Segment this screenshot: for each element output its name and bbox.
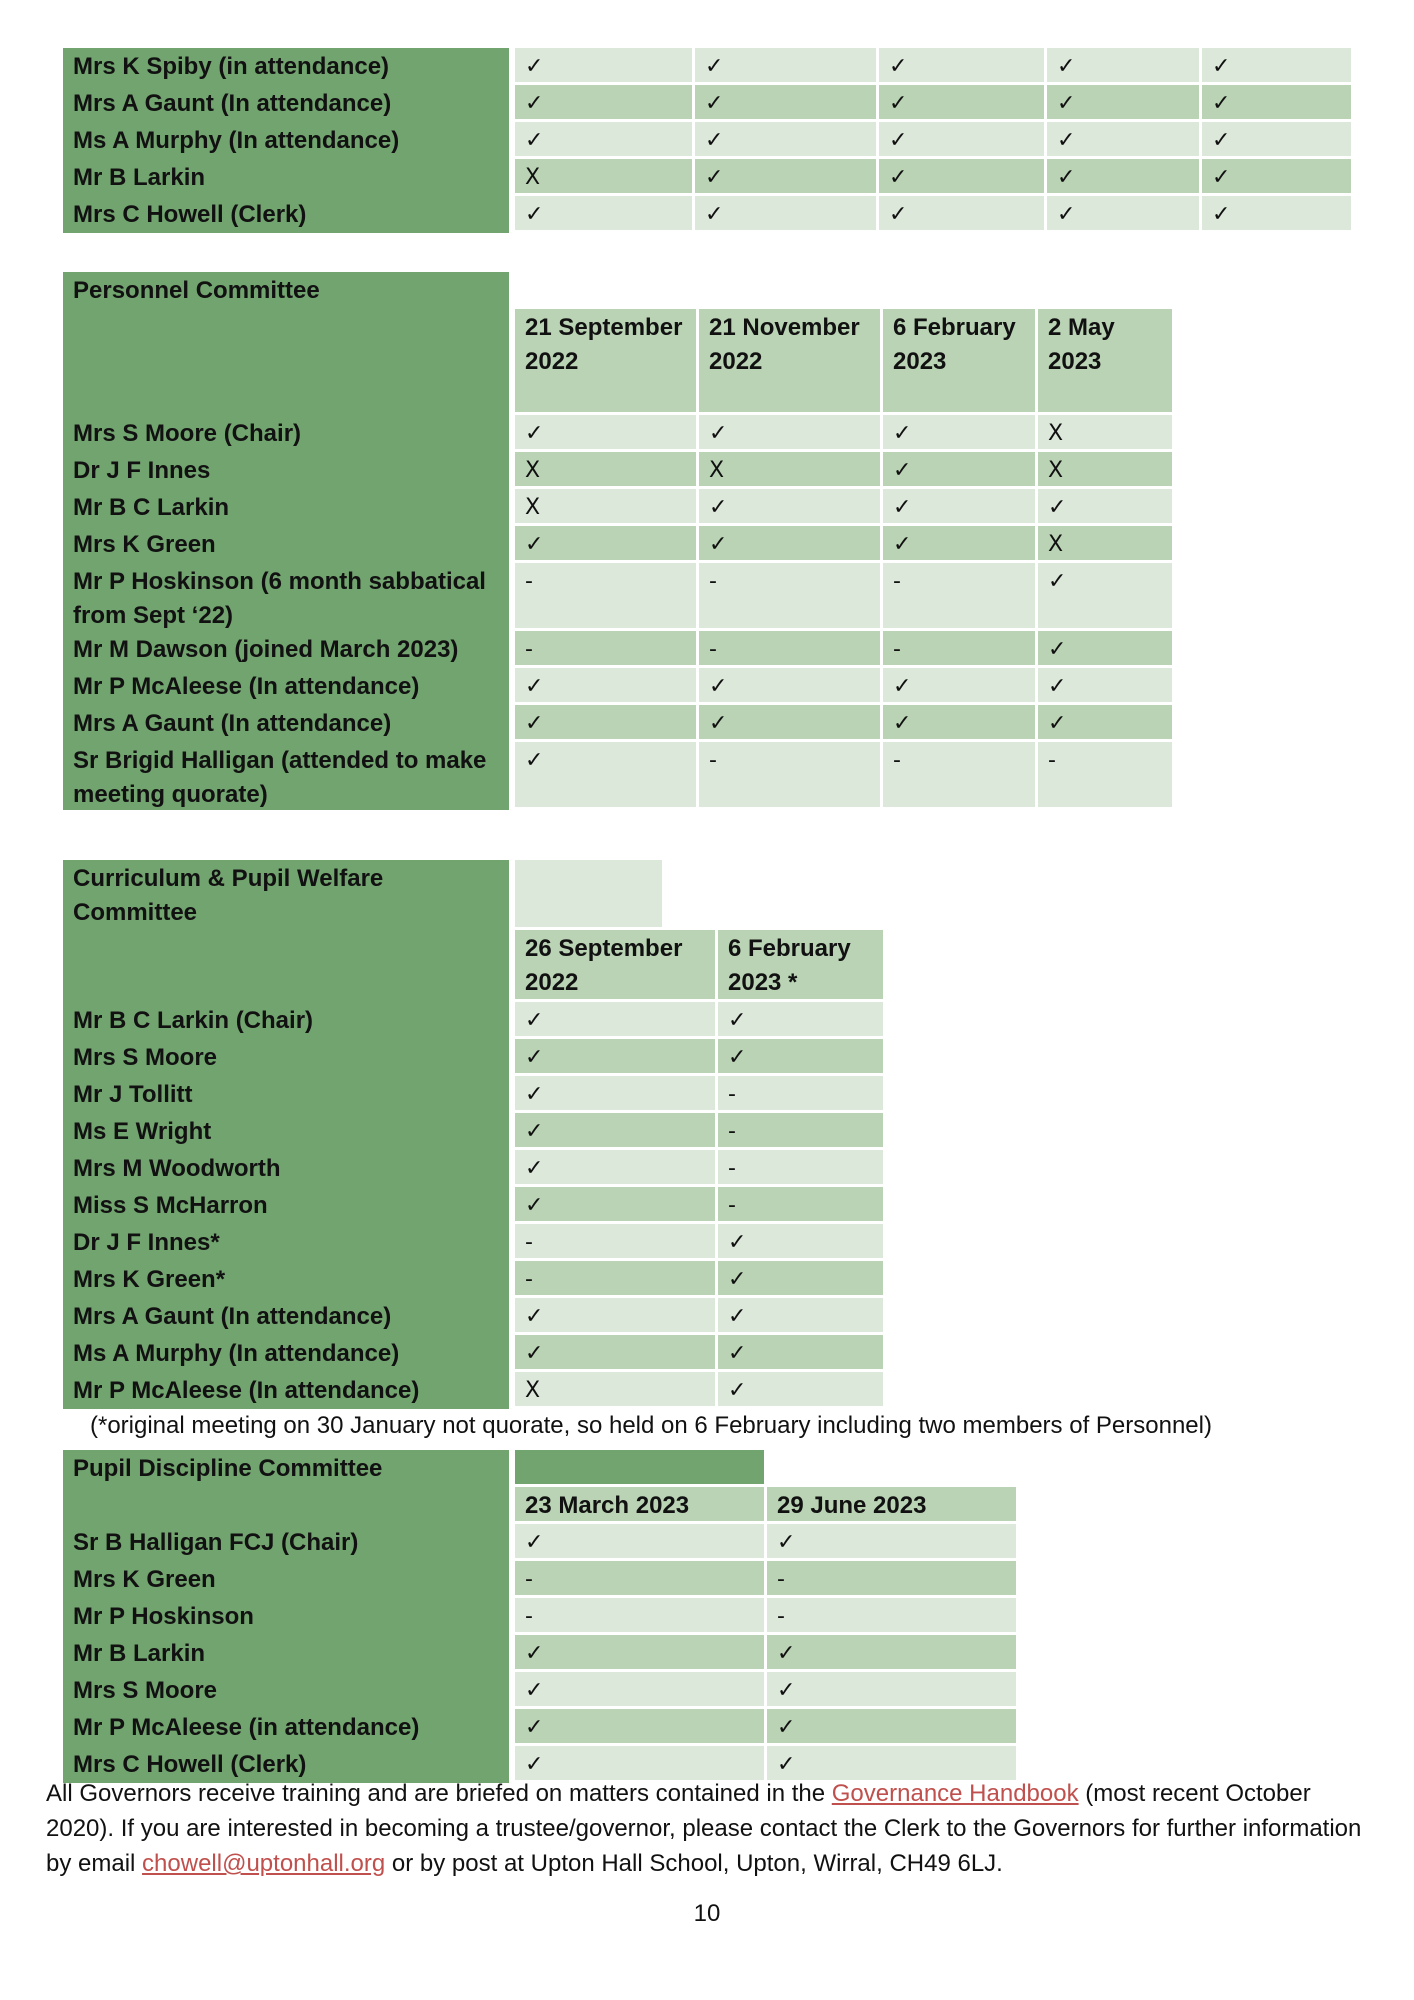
- member-name: Sr B Halligan FCJ (Chair): [63, 1524, 509, 1561]
- table-row: [63, 196, 1354, 233]
- attendance-mark: ✓: [718, 1372, 886, 1409]
- attendance-mark: -: [699, 563, 883, 631]
- attendance-mark: -: [767, 1561, 1019, 1598]
- attendance-mark: -: [718, 1150, 886, 1187]
- attendance-mark: ✓: [883, 415, 1038, 452]
- governance-handbook-link[interactable]: Governance Handbook: [831, 1780, 1079, 1807]
- member-name: Mr P McAleese (In attendance): [63, 1372, 509, 1409]
- table-row: [63, 1298, 886, 1335]
- attendance-mark: ✓: [1047, 122, 1202, 159]
- member-name: Dr J F Innes: [63, 452, 509, 489]
- member-name: Mrs K Spiby (in attendance): [63, 48, 509, 85]
- meeting-date-header: 2 May 2023: [1038, 309, 1175, 415]
- attendance-mark: ✓: [515, 1298, 718, 1335]
- attendance-mark: ✓: [515, 122, 695, 159]
- attendance-mark: -: [515, 1561, 767, 1598]
- table-row: [63, 742, 1175, 810]
- attendance-mark: ✓: [883, 526, 1038, 563]
- title-row: [63, 1450, 1019, 1487]
- meeting-date-header: 6 February 2023 *: [718, 930, 886, 1002]
- date-header-row: [63, 309, 1175, 415]
- attendance-mark: ✓: [1047, 85, 1202, 122]
- attendance-mark: ✓: [515, 85, 695, 122]
- member-name: Mr B Larkin: [63, 159, 509, 196]
- member-name: Mrs S Moore: [63, 1039, 509, 1076]
- member-name: Mrs C Howell (Clerk): [63, 1746, 509, 1783]
- attendance-mark: -: [718, 1076, 886, 1113]
- attendance-mark: ✓: [1202, 196, 1354, 233]
- table-row: [63, 122, 1354, 159]
- attendance-mark: -: [767, 1598, 1019, 1635]
- attendance-mark: ✓: [515, 1150, 718, 1187]
- attendance-mark: ✓: [695, 122, 879, 159]
- committee-title: Personnel Committee: [63, 272, 509, 309]
- meeting-date-header: 6 February 2023: [883, 309, 1038, 415]
- footer-text-3: or by post at Upton Hall School, Upton, Wirral, CH49 6LJ.: [385, 1850, 1003, 1877]
- attendance-mark: ✓: [1038, 563, 1175, 631]
- header-name-blank: [63, 1487, 509, 1524]
- member-name: Mr P McAleese (In attendance): [63, 668, 509, 705]
- date-header-row: [63, 1487, 1019, 1524]
- attendance-mark: -: [515, 1224, 718, 1261]
- table-row: [63, 1561, 1019, 1598]
- attendance-mark: ✓: [879, 196, 1047, 233]
- meeting-date-header: 29 June 2023: [767, 1487, 1019, 1524]
- attendance-mark: ✓: [767, 1635, 1019, 1672]
- meeting-date-header: 21 November 2022: [699, 309, 883, 415]
- attendance-mark: ✓: [718, 1002, 886, 1039]
- attendance-mark: ✓: [515, 742, 699, 810]
- table-row: [63, 1039, 886, 1076]
- attendance-mark: ✓: [515, 1187, 718, 1224]
- attendance-mark: ✓: [1202, 159, 1354, 196]
- attendance-mark: -: [883, 742, 1038, 810]
- attendance-mark: ✓: [699, 415, 883, 452]
- member-name: Ms A Murphy (In attendance): [63, 1335, 509, 1372]
- attendance-mark: ✓: [695, 159, 879, 196]
- footer-paragraph: [46, 1776, 1376, 1881]
- table-row: [63, 1709, 1019, 1746]
- table-row: [63, 1524, 1019, 1561]
- attendance-mark: -: [718, 1187, 886, 1224]
- attendance-mark: ✓: [515, 1635, 767, 1672]
- date-header-row: [63, 930, 886, 1002]
- attendance-mark: ✓: [879, 85, 1047, 122]
- table-row: [63, 563, 1175, 631]
- member-name: Mr B Larkin: [63, 1635, 509, 1672]
- attendance-mark: X: [1038, 526, 1175, 563]
- curriculum-note: (*original meeting on 30 January not quorate, so held on 6 February including two members of Personnel): [90, 1412, 1212, 1439]
- attendance-mark: ✓: [515, 415, 699, 452]
- attendance-mark: ✓: [718, 1261, 886, 1298]
- attendance-mark: ✓: [1038, 705, 1175, 742]
- attendance-mark: ✓: [883, 668, 1038, 705]
- attendance-mark: ✓: [515, 1709, 767, 1746]
- attendance-mark: ✓: [515, 1335, 718, 1372]
- committee-title: Pupil Discipline Committee: [63, 1450, 509, 1487]
- attendance-mark: ✓: [1202, 122, 1354, 159]
- attendance-mark: ✓: [515, 1039, 718, 1076]
- attendance-mark: ✓: [515, 1672, 767, 1709]
- table-row: [63, 1335, 886, 1372]
- attendance-mark: ✓: [515, 1524, 767, 1561]
- attendance-mark: ✓: [767, 1672, 1019, 1709]
- member-name: Ms E Wright: [63, 1113, 509, 1150]
- attendance-mark: ✓: [883, 452, 1038, 489]
- attendance-mark: -: [699, 631, 883, 668]
- attendance-mark: -: [1038, 742, 1175, 810]
- member-name: Mrs C Howell (Clerk): [63, 196, 509, 233]
- table-row: [63, 85, 1354, 122]
- member-name: Mr B C Larkin: [63, 489, 509, 526]
- attendance-mark: -: [515, 631, 699, 668]
- clerk-email-link[interactable]: chowell@uptonhall.org: [142, 1850, 386, 1877]
- attendance-mark: ✓: [718, 1039, 886, 1076]
- attendance-mark: ✓: [515, 526, 699, 563]
- member-name: Mrs S Moore (Chair): [63, 415, 509, 452]
- committee-title: Curriculum & Pupil Welfare Committee: [63, 860, 509, 930]
- attendance-mark: ✓: [695, 196, 879, 233]
- attendance-mark: ✓: [879, 122, 1047, 159]
- member-name: Mr M Dawson (joined March 2023): [63, 631, 509, 668]
- member-name: Dr J F Innes*: [63, 1224, 509, 1261]
- member-name: Mrs A Gaunt (In attendance): [63, 85, 509, 122]
- attendance-mark: ✓: [883, 705, 1038, 742]
- header-name-blank: [63, 930, 509, 1002]
- attendance-mark: ✓: [1038, 489, 1175, 526]
- table-row: [63, 415, 1175, 452]
- attendance-mark: ✓: [718, 1224, 886, 1261]
- table-row: [63, 1187, 886, 1224]
- member-name: Mr P Hoskinson: [63, 1598, 509, 1635]
- page-number: 10: [693, 1900, 721, 1927]
- attendance-mark: ✓: [515, 705, 699, 742]
- attendance-table-continued: [63, 48, 1354, 233]
- attendance-mark: ✓: [767, 1709, 1019, 1746]
- attendance-mark: ✓: [1202, 48, 1354, 85]
- table-row: [63, 48, 1354, 85]
- member-name: Mrs M Woodworth: [63, 1150, 509, 1187]
- member-name: Mr P McAleese (in attendance): [63, 1709, 509, 1746]
- member-name: Sr Brigid Halligan (attended to make meeting quorate): [63, 742, 509, 810]
- table-row: [63, 1113, 886, 1150]
- member-name: Miss S McHarron: [63, 1187, 509, 1224]
- table-row: [63, 1076, 886, 1113]
- table-row: [63, 452, 1175, 489]
- attendance-mark: ✓: [1047, 196, 1202, 233]
- attendance-mark: ✓: [515, 668, 699, 705]
- table-row: [63, 526, 1175, 563]
- table-row: [63, 1261, 886, 1298]
- title-blank-cell: [515, 860, 665, 930]
- attendance-mark: X: [515, 1372, 718, 1409]
- attendance-mark: ✓: [767, 1746, 1019, 1783]
- table-row: [63, 1372, 886, 1409]
- attendance-mark: -: [515, 1598, 767, 1635]
- member-name: Mrs A Gaunt (In attendance): [63, 705, 509, 742]
- attendance-mark: X: [515, 452, 699, 489]
- pupil-discipline-committee-table: [63, 1450, 1019, 1783]
- attendance-mark: ✓: [1047, 159, 1202, 196]
- attendance-mark: ✓: [1038, 631, 1175, 668]
- attendance-mark: ✓: [699, 526, 883, 563]
- meeting-date-header: 26 September 2022: [515, 930, 718, 1002]
- title-row: [63, 860, 886, 930]
- attendance-mark: X: [699, 452, 883, 489]
- member-name: Mr B C Larkin (Chair): [63, 1002, 509, 1039]
- attendance-mark: ✓: [699, 705, 883, 742]
- attendance-mark: ✓: [767, 1524, 1019, 1561]
- attendance-mark: X: [1038, 452, 1175, 489]
- footer-text-2: (most recent October 2020). If you are interested in becoming a trustee/governor, please contact the Clerk to the Governors for further information by email: [46, 1780, 1362, 1877]
- table-row: [63, 489, 1175, 526]
- attendance-mark: ✓: [515, 1746, 767, 1783]
- attendance-mark: -: [699, 742, 883, 810]
- footer-text-1: All Governors receive training and are briefed on matters contained in the: [46, 1780, 832, 1807]
- table-row: [63, 705, 1175, 742]
- attendance-mark: ✓: [515, 1113, 718, 1150]
- attendance-mark: -: [515, 563, 699, 631]
- attendance-mark: -: [883, 563, 1038, 631]
- member-name: Mr J Tollitt: [63, 1076, 509, 1113]
- member-name: Mrs K Green: [63, 1561, 509, 1598]
- attendance-mark: ✓: [883, 489, 1038, 526]
- table-row: [63, 668, 1175, 705]
- attendance-mark: ✓: [699, 489, 883, 526]
- table-row: [63, 1224, 886, 1261]
- table-row: [63, 1635, 1019, 1672]
- attendance-mark: ✓: [515, 1076, 718, 1113]
- attendance-mark: ✓: [515, 196, 695, 233]
- table-row: [63, 1002, 886, 1039]
- personnel-committee-table: [63, 272, 1175, 810]
- attendance-mark: ✓: [515, 48, 695, 85]
- header-name-blank: [63, 309, 509, 415]
- attendance-mark: ✓: [1202, 85, 1354, 122]
- member-name: Ms A Murphy (In attendance): [63, 122, 509, 159]
- member-name: Mrs K Green: [63, 526, 509, 563]
- meeting-date-header: 23 March 2023: [515, 1487, 767, 1524]
- attendance-mark: ✓: [718, 1335, 886, 1372]
- attendance-mark: -: [718, 1113, 886, 1150]
- meeting-date-header: 21 September 2022: [515, 309, 699, 415]
- attendance-mark: ✓: [1038, 668, 1175, 705]
- member-name: Mrs K Green*: [63, 1261, 509, 1298]
- attendance-mark: ✓: [879, 48, 1047, 85]
- curriculum-committee-table: [63, 860, 886, 1409]
- table-row: [63, 159, 1354, 196]
- title-blank-cell: [515, 1450, 767, 1487]
- table-row: [63, 1150, 886, 1187]
- attendance-mark: -: [515, 1261, 718, 1298]
- attendance-mark: X: [515, 159, 695, 196]
- member-name: Mrs A Gaunt (In attendance): [63, 1298, 509, 1335]
- table-row: [63, 631, 1175, 668]
- attendance-mark: -: [883, 631, 1038, 668]
- attendance-mark: ✓: [879, 159, 1047, 196]
- table-row: [63, 1598, 1019, 1635]
- attendance-mark: ✓: [515, 1002, 718, 1039]
- title-row: [63, 272, 1175, 309]
- member-name: Mr P Hoskinson (6 month sabbatical from Sept ‘22): [63, 563, 509, 631]
- member-name: Mrs S Moore: [63, 1672, 509, 1709]
- attendance-mark: X: [1038, 415, 1175, 452]
- table-row: [63, 1672, 1019, 1709]
- attendance-mark: X: [515, 489, 699, 526]
- attendance-mark: ✓: [699, 668, 883, 705]
- attendance-mark: ✓: [1047, 48, 1202, 85]
- attendance-mark: ✓: [695, 85, 879, 122]
- attendance-mark: ✓: [695, 48, 879, 85]
- attendance-mark: ✓: [718, 1298, 886, 1335]
